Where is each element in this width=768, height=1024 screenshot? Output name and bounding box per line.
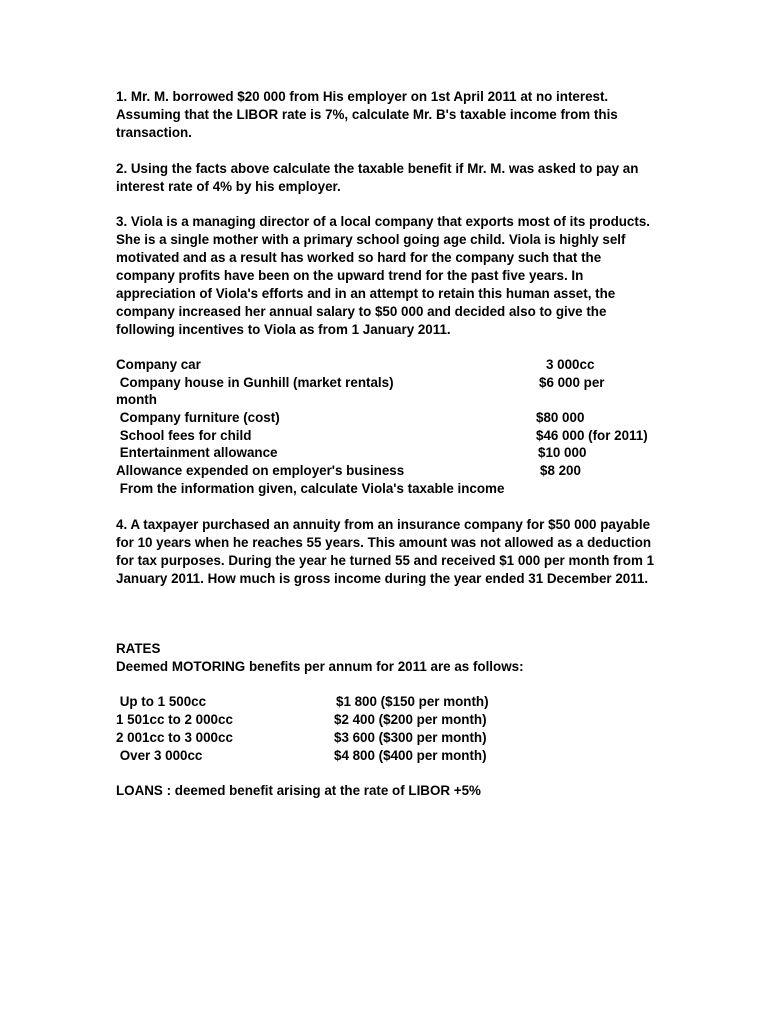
incentive-value: $80 000 <box>536 410 585 425</box>
band-label: Up to 1 500cc <box>116 694 207 709</box>
incentive-value: 3 000cc <box>546 357 595 372</box>
band-label: 2 001cc to 3 000cc <box>116 730 233 745</box>
rates-subheading: Deemed MOTORING benefits per annum for 2011 are as follows: <box>116 659 524 674</box>
question-3: 3. Viola is a managing director of a local company that exports most of its products. She is a single mother with a primary school going age child. Viola is highly self motivated and as a result has worked so hard for the company such that the company profits have been on the upward trend for the past five years. In appreciation of Viola's efforts and in an attempt to retain this human asset, the company increased her annual salary to $50 000 and decided also to give the following incentives to Viola as from 1 January 2011. <box>116 214 651 337</box>
band-value: $4 800 ($400 per month) <box>334 748 487 763</box>
incentive-label: Company furniture (cost) <box>116 410 280 425</box>
question-2: 2. Using the facts above calculate the taxable benefit if Mr. M. was asked to pay an interest rate of 4% by his employer. <box>116 161 639 194</box>
band-value: $3 600 ($300 per month) <box>334 730 487 745</box>
incentive-value-wrap: month <box>116 392 157 407</box>
band-value: $2 400 ($200 per month) <box>334 712 487 727</box>
loans-note: LOANS : deemed benefit arising at the rate of LIBOR +5% <box>116 783 481 798</box>
band-value: $1 800 ($150 per month) <box>336 694 489 709</box>
question-1: 1. Mr. M. borrowed $20 000 from His employer on 1st April 2011 at no interest. Assuming that the LIBOR rate is 7%, calculate Mr. B's taxable income from this transaction. <box>116 89 618 140</box>
band-label: 1 501cc to 2 000cc <box>116 712 233 727</box>
incentive-label: Company house in Gunhill (market rentals) <box>116 375 394 390</box>
incentive-label: Allowance expended on employer's business <box>116 463 405 478</box>
rates-heading: RATES <box>116 641 161 656</box>
incentive-value: $10 000 <box>538 445 587 460</box>
incentive-label: School fees for child <box>116 428 252 443</box>
incentive-label: Entertainment allowance <box>116 445 278 460</box>
incentive-label: Company car <box>116 357 201 372</box>
band-label: Over 3 000cc <box>116 748 203 763</box>
incentive-value: $8 200 <box>540 463 581 478</box>
incentive-value: $6 000 per <box>539 375 605 390</box>
question-4: 4. A taxpayer purchased an annuity from an insurance company for $50 000 payable for 10 years when he reaches 55 years. This amount was not allowed as a deduction for tax purposes. During the year he turned 55 and received $1 000 per month from 1 January 2011. How much is gross income during the year ended 31 December 2011. <box>116 517 655 586</box>
viola-instruction: From the information given, calculate Viola's taxable income <box>116 481 505 496</box>
incentive-value: $46 000 (for 2011) <box>536 428 648 443</box>
